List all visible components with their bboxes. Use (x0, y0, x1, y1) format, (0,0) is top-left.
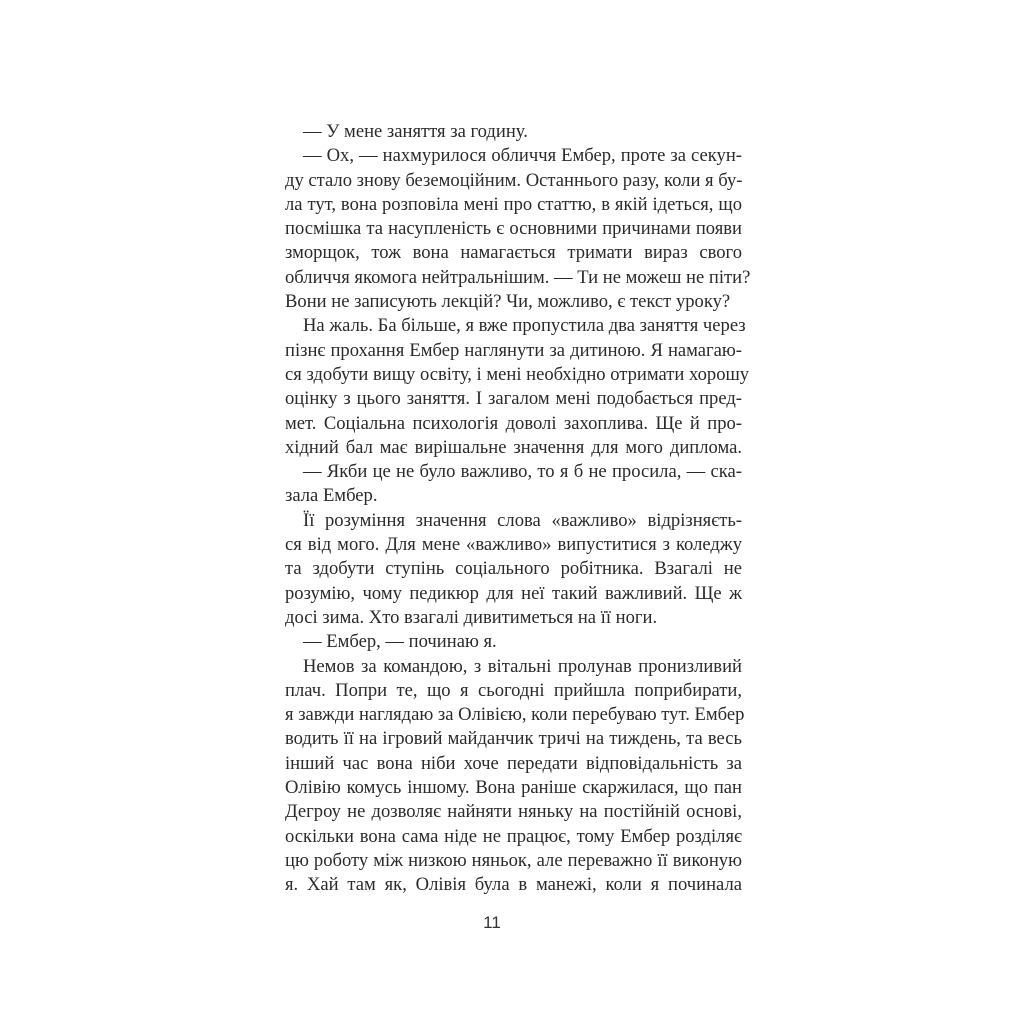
text-line: — Ох, — нахмурилося обличчя Ембер, проте за секун- (303, 145, 742, 167)
text-line: та здобути ступінь соціального робітника. Взагалі не (285, 558, 742, 580)
text-line: посмішка та насупленість є основними причинами появи (285, 218, 742, 240)
text-line: розумію, чому педикюр для неї такий важливий. Ще ж (285, 582, 742, 604)
text-line: ду стало знову беземоційним. Останнього разу, коли я бу- (285, 169, 743, 191)
text-line: оскільки вона сама ніде не працює, тому Ембер розділяє (285, 825, 742, 847)
text-line: оцінку з цього заняття. І загалом мені подобається пред- (285, 388, 742, 410)
text-line: я. Хай там як, Олівія була в манежі, коли я починала (285, 874, 742, 896)
text-line: На жаль. Ба більше, я вже пропустила два заняття через (303, 315, 746, 337)
text-line: мет. Соціальна психологія доволі захоплива. Ще й про- (285, 412, 742, 434)
text-line: — Ембер, — починаю я. (303, 631, 497, 653)
text-line: Немов за командою, з вітальні пролунав пронизливий (303, 655, 742, 677)
text-line: Її розуміння значення слова «важливо» відрізняєть- (303, 509, 742, 531)
text-line: Олівію комусь іншому. Вона раніше скаржилася, що пан (285, 777, 742, 799)
text-line: зала Ембер. (285, 485, 378, 507)
text-line: — У мене заняття за годину. (303, 121, 528, 142)
text-line: ся від мого. Для мене «важливо» випуститися з коледжу (285, 534, 742, 556)
text-line: цю роботу між низкою няньок, але переважно її виконую (285, 849, 742, 871)
body-text (285, 120, 751, 898)
text-line: плач. Попри те, що я сьогодні прийшла поприбирати, (285, 679, 742, 701)
text-line: досі зима. Хто взагалі дивитиметься на її ноги. (285, 606, 658, 628)
text-line: Дегроу не дозволяє найняти няньку на постійній основі, (285, 801, 742, 823)
text-line: я завжди наглядаю за Олівією, коли перебуваю тут. Ембер (285, 704, 745, 726)
text-line: ла тут, вона розповіла мені про статтю, в якій ідеться, що (285, 193, 742, 215)
text-line: водить її на ігровий майданчик тричі на тиждень, та весь (285, 728, 742, 750)
text-line: Вони не записують лекцій? Чи, можливо, є текст уроку? (285, 291, 731, 313)
text-line: зморщок, тож вона намагається тримати вираз свого (285, 242, 742, 264)
page-number: 11 (483, 913, 501, 932)
text-line: обличчя якомога нейтральнішим. — Ти не можеш не піти? (285, 266, 751, 288)
text-line: хідний бал має вирішальне значення для мого диплома. (285, 436, 742, 458)
text-line: ся здобути вищу освіту, і мені необхідно отримати хорошу (285, 363, 750, 385)
text-line: інший час вона ніби хоче передати відповідальність за (285, 752, 742, 774)
text-line: — Якби це не було важливо, то я б не просила, — ска- (303, 461, 742, 483)
text-line: пізнє прохання Ембер наглянути за дитиною. Я намагаю- (285, 339, 742, 361)
